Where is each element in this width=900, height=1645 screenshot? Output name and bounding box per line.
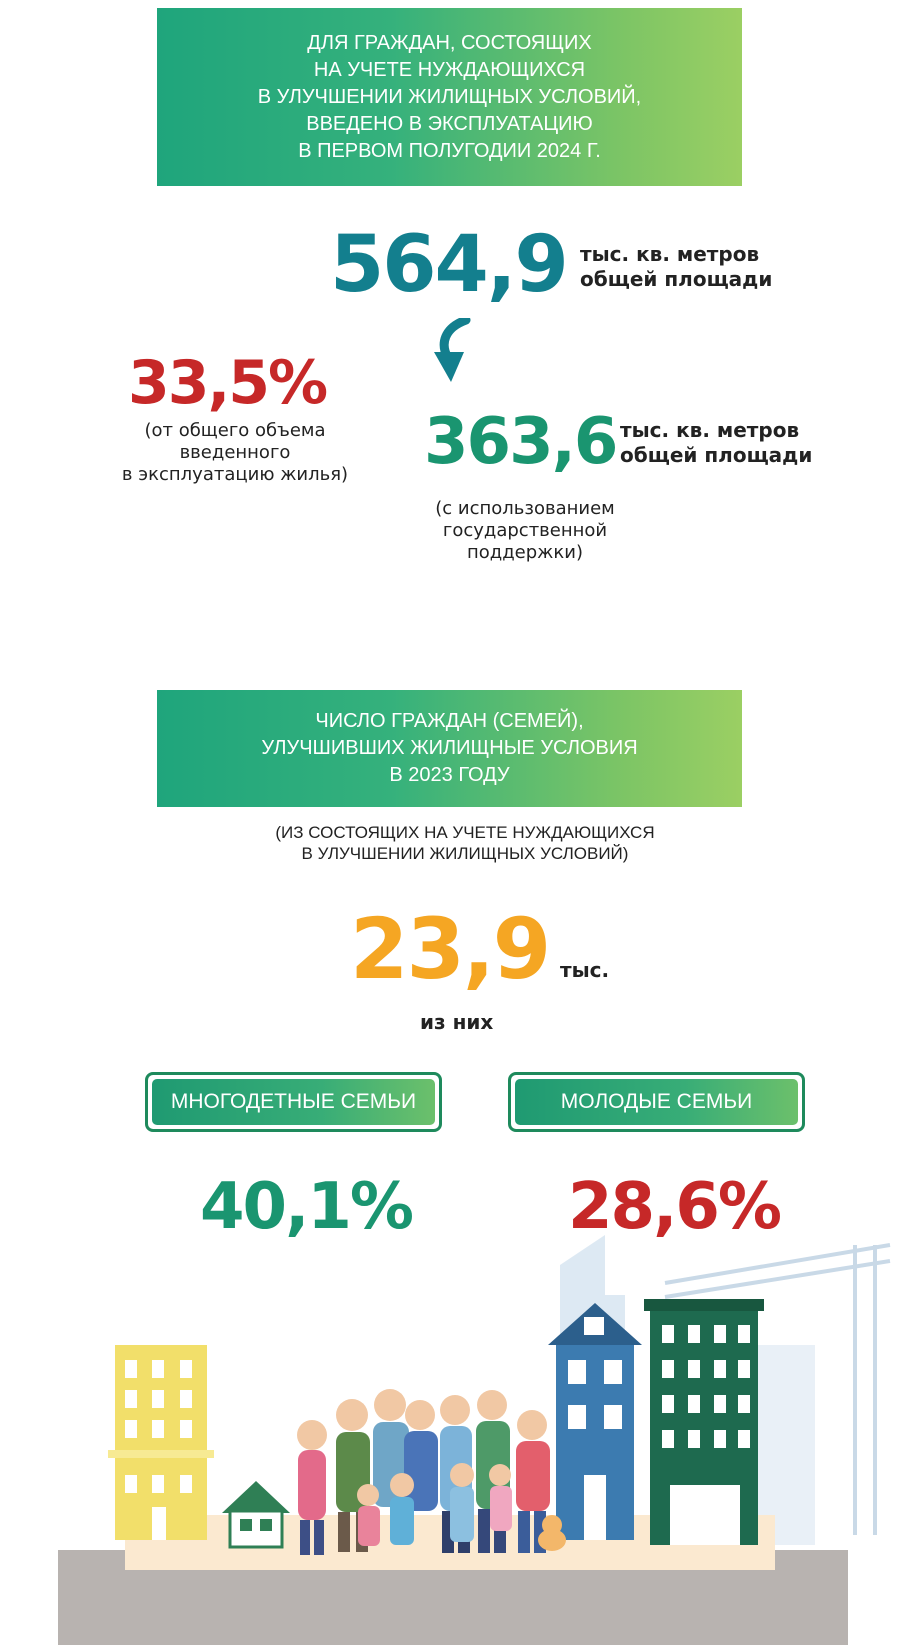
- support-note: [410, 498, 640, 564]
- unit-line: тыс. кв. метров: [580, 242, 760, 266]
- yellow-building: [108, 1345, 214, 1540]
- share-percent-value: 33,5%: [128, 348, 327, 418]
- young-families-percent: 28,6%: [568, 1170, 781, 1244]
- note-line: поддержки): [467, 542, 583, 563]
- unit-line: общей площади: [580, 267, 773, 291]
- note-line: введенного: [179, 442, 291, 463]
- subtitle-line: (ИЗ СОСТОЯЩИХ НА УЧЕТЕ НУЖДАЮЩИХСЯ: [275, 823, 655, 842]
- section2-title-banner: [157, 690, 742, 807]
- support-area-unit: [620, 418, 812, 468]
- section1-title-line: ВВЕДЕНО В ЭКСПЛУАТАЦИЮ: [306, 112, 593, 135]
- green-building: [644, 1299, 764, 1545]
- section1-title-line: В УЛУЧШЕНИИ ЖИЛИЩНЫХ УСЛОВИЙ,: [257, 85, 642, 108]
- section2-title-line: ЧИСЛО ГРАЖДАН (СЕМЕЙ),: [315, 710, 584, 732]
- note-line: государственной: [442, 520, 608, 541]
- large-families-label: МНОГОДЕТНЫЕ СЕМЬИ: [152, 1079, 435, 1125]
- city-family-illustration: [0, 1235, 900, 1645]
- down-arrow-icon: [434, 318, 480, 384]
- of-them-label: из них: [420, 1010, 494, 1034]
- section1-title-line: ДЛЯ ГРАЖДАН, СОСТОЯЩИХ: [307, 31, 592, 54]
- note-line: в эксплуатацию жилья): [121, 464, 349, 485]
- unit-line: тыс. кв. метров: [620, 418, 800, 442]
- small-house-icon: [222, 1481, 290, 1547]
- support-area-value: 363,6: [424, 405, 617, 479]
- child-icon: [390, 1473, 414, 1545]
- citizens-count-value: 23,9: [350, 900, 550, 998]
- young-families-badge: [508, 1072, 805, 1132]
- subtitle-line: В УЛУЧШЕНИИ ЖИЛИЩНЫХ УСЛОВИЙ): [301, 844, 629, 863]
- large-families-badge: [145, 1072, 442, 1132]
- child-icon: [450, 1463, 474, 1542]
- child-icon: [357, 1484, 380, 1546]
- section2-title-line: В 2023 ГОДУ: [389, 764, 510, 786]
- unit-line: общей площади: [620, 443, 813, 467]
- section2-subtitle: [250, 822, 680, 864]
- young-families-label: МОЛОДЫЕ СЕМЬИ: [515, 1079, 798, 1125]
- large-families-percent: 40,1%: [200, 1170, 413, 1244]
- share-note: [110, 420, 360, 486]
- section2-title-line: УЛУЧШИВШИХ ЖИЛИЩНЫЕ УСЛОВИЯ: [261, 737, 638, 759]
- blue-house: [548, 1303, 642, 1540]
- section1-title-line: В ПЕРВОМ ПОЛУГОДИИ 2024 Г.: [298, 139, 601, 162]
- total-area-value: 564,9: [330, 220, 567, 310]
- note-line: (от общего объема: [144, 420, 326, 441]
- section1-title-banner: [157, 8, 742, 186]
- citizens-count-unit: тыс.: [560, 958, 610, 982]
- child-icon: [489, 1464, 512, 1531]
- total-area-unit: [580, 242, 772, 292]
- section1-title-line: НА УЧЕТЕ НУЖДАЮЩИХСЯ: [313, 58, 586, 81]
- note-line: (с использованием: [435, 498, 615, 519]
